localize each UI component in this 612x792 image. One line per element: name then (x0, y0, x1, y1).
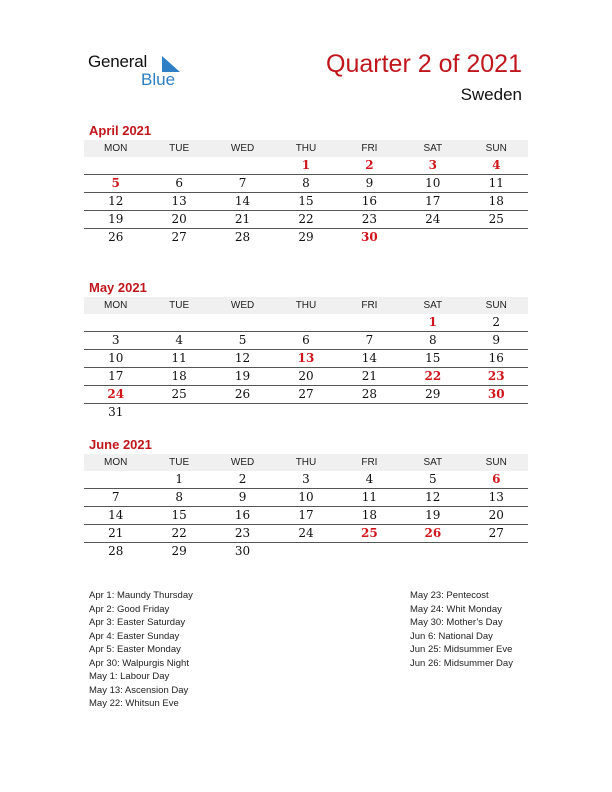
logo-text-general: General (88, 52, 148, 71)
weeks-container (84, 157, 528, 246)
weekday-label: FRI (361, 143, 378, 154)
date-cell: 1 (175, 472, 183, 486)
weekday-label: SUN (485, 143, 507, 154)
weekday-label: TUE (169, 457, 190, 468)
date-cell: 11 (361, 490, 378, 504)
holiday-note: Apr 5: Easter Monday (89, 644, 181, 655)
weekday-header-row (84, 297, 528, 314)
date-cell: 15 (425, 351, 441, 365)
date-cell: 28 (108, 544, 124, 558)
date-cell: 31 (108, 405, 124, 419)
holiday-date-cell: 4 (492, 158, 501, 172)
week-row (84, 507, 528, 525)
date-cell (211, 157, 274, 174)
weekday-label: MON (104, 143, 128, 154)
date-cell (338, 404, 401, 421)
weekday-label: SAT (423, 300, 443, 311)
date-cell: 14 (234, 194, 251, 208)
date-cell: 6 (175, 176, 183, 190)
week-row (84, 350, 528, 368)
date-cell (211, 314, 274, 331)
date-cell: 26 (108, 230, 124, 244)
date-cell (147, 404, 210, 421)
date-cell (84, 471, 147, 488)
holiday-date-cell: 5 (111, 176, 120, 190)
week-row (84, 211, 528, 229)
date-cell (338, 543, 401, 560)
date-cell: 17 (108, 369, 124, 383)
date-cell: 10 (425, 176, 441, 190)
holiday-date-cell: 1 (428, 315, 437, 329)
holiday-note: Apr 30: Walpurgis Night (89, 657, 189, 669)
date-cell: 25 (171, 387, 187, 401)
date-cell: 20 (488, 508, 504, 522)
date-cell (465, 404, 528, 421)
weekday-label: TUE (169, 143, 190, 154)
date-cell: 17 (298, 508, 314, 522)
holiday-note: Apr 1: Maundy Thursday (89, 590, 193, 601)
date-cell: 8 (429, 333, 437, 347)
date-cell: 19 (425, 508, 441, 522)
date-cell (401, 229, 464, 246)
date-cell: 11 (488, 176, 504, 190)
holiday-note: Jun 6: National Day (410, 630, 493, 642)
holiday-date-cell: 3 (428, 158, 437, 172)
weeks-container (84, 471, 528, 560)
week-row (84, 229, 528, 246)
date-cell (401, 543, 464, 560)
weekday-label: WED (230, 143, 255, 154)
date-cell: 12 (425, 490, 441, 504)
week-row (84, 404, 528, 421)
date-cell: 18 (171, 369, 187, 383)
date-cell: 13 (171, 194, 187, 208)
date-cell: 7 (238, 176, 247, 190)
date-cell: 9 (238, 490, 247, 504)
weekday-label: FRI (361, 300, 378, 311)
date-cell: 21 (234, 212, 251, 226)
month-title: June 2021 (89, 437, 152, 452)
month-calendar-april (84, 122, 528, 246)
weekday-label: THU (295, 143, 317, 154)
holiday-date-cell: 23 (487, 369, 505, 383)
date-cell: 10 (108, 351, 124, 365)
weekday-label: MON (104, 457, 128, 468)
holiday-note: May 13: Ascension Day (89, 684, 189, 696)
date-cell: 22 (298, 212, 314, 226)
date-cell: 8 (302, 176, 310, 190)
generalblue-logo (88, 52, 188, 92)
date-cell: 15 (298, 194, 314, 208)
date-cell: 4 (175, 333, 183, 347)
date-cell: 2 (492, 315, 501, 329)
date-cell: 9 (492, 333, 501, 347)
date-cell: 8 (175, 490, 183, 504)
holiday-date-cell: 22 (424, 369, 442, 383)
holiday-note: May 1: Labour Day (89, 671, 170, 682)
holiday-note: Apr 3: Easter Saturday (89, 617, 186, 628)
holiday-note: May 22: Whitsun Eve (89, 698, 179, 709)
date-cell: 2 (238, 472, 247, 486)
date-cell: 20 (298, 369, 314, 383)
weekday-header-row (84, 140, 528, 157)
date-cell: 16 (361, 194, 378, 208)
date-cell: 13 (488, 490, 504, 504)
week-row (84, 193, 528, 211)
date-cell: 12 (108, 194, 124, 208)
date-cell: 5 (429, 472, 437, 486)
date-cell: 25 (488, 212, 504, 226)
date-cell (84, 314, 147, 331)
weekday-label: TUE (169, 300, 190, 311)
weekday-label: SUN (485, 457, 507, 468)
country-name: Sweden (460, 85, 522, 104)
weekday-label: WED (230, 457, 255, 468)
date-cell: 23 (234, 526, 251, 540)
date-cell: 19 (108, 212, 124, 226)
holiday-note: Jun 25: Midsummer Eve (410, 644, 513, 655)
date-cell: 28 (361, 387, 378, 401)
week-row (84, 489, 528, 507)
holiday-note: May 23: Pentecost (410, 590, 489, 601)
date-cell: 9 (365, 176, 374, 190)
date-cell: 27 (298, 387, 314, 401)
week-row (84, 157, 528, 175)
week-row (84, 332, 528, 350)
date-cell: 24 (298, 526, 314, 540)
date-cell: 3 (111, 333, 120, 347)
holiday-list-left (89, 589, 193, 711)
date-cell: 23 (361, 212, 378, 226)
date-cell: 28 (234, 230, 251, 244)
date-cell: 5 (238, 333, 247, 347)
date-cell: 7 (111, 490, 120, 504)
date-cell: 26 (234, 387, 251, 401)
date-cell: 17 (425, 194, 441, 208)
date-cell: 21 (361, 369, 378, 383)
week-row (84, 471, 528, 489)
date-cell: 21 (108, 526, 124, 540)
holiday-date-cell: 6 (492, 472, 501, 486)
date-cell (274, 404, 337, 421)
date-cell: 16 (488, 351, 504, 365)
weekday-label: FRI (361, 457, 378, 468)
weekday-label: THU (295, 300, 317, 311)
date-cell: 20 (171, 212, 187, 226)
week-row (84, 543, 528, 560)
date-cell: 4 (365, 472, 374, 486)
holiday-note: Apr 2: Good Friday (89, 603, 170, 615)
date-cell: 3 (302, 472, 310, 486)
holiday-date-cell: 24 (107, 387, 125, 401)
holiday-note: May 24: Whit Monday (410, 603, 502, 615)
date-cell: 7 (365, 333, 374, 347)
month-calendar-may (84, 279, 528, 421)
holiday-date-cell: 13 (297, 351, 315, 365)
weekday-label: SAT (423, 143, 443, 154)
month-title: May 2021 (89, 280, 147, 295)
date-cell: 18 (488, 194, 504, 208)
date-cell (465, 229, 528, 246)
date-cell (338, 314, 401, 331)
holiday-note: May 30: Mother’s Day (410, 617, 503, 628)
date-cell (274, 543, 337, 560)
week-row (84, 525, 528, 543)
date-cell: 27 (171, 230, 187, 244)
weekday-label: WED (230, 300, 255, 311)
date-cell (465, 543, 528, 560)
date-cell (84, 157, 147, 174)
date-cell: 14 (108, 508, 124, 522)
date-cell: 18 (361, 508, 378, 522)
week-row (84, 386, 528, 404)
date-cell: 29 (171, 544, 187, 558)
date-cell: 19 (234, 369, 251, 383)
date-cell: 6 (302, 333, 310, 347)
month-title: April 2021 (89, 123, 152, 138)
date-cell (147, 314, 210, 331)
holiday-date-cell: 1 (301, 158, 311, 172)
date-cell: 30 (234, 544, 251, 558)
date-cell: 29 (425, 387, 441, 401)
holiday-date-cell: 26 (424, 526, 442, 540)
date-cell: 10 (298, 490, 314, 504)
date-cell (274, 314, 337, 331)
date-cell (147, 157, 210, 174)
logo-text-blue: Blue (141, 70, 176, 89)
date-cell: 11 (171, 351, 187, 365)
week-row (84, 175, 528, 193)
weekday-label: SUN (485, 300, 507, 311)
holiday-date-cell: 30 (361, 230, 378, 244)
holiday-note: Jun 26: Midsummer Day (410, 657, 513, 669)
date-cell: 27 (488, 526, 504, 540)
holiday-list-right (410, 589, 513, 670)
date-cell: 24 (425, 212, 441, 226)
weekday-label: THU (295, 457, 317, 468)
date-cell: 12 (234, 351, 251, 365)
holiday-date-cell: 30 (487, 387, 505, 401)
weekday-label: MON (104, 300, 128, 311)
date-cell: 16 (234, 508, 251, 522)
holiday-date-cell: 25 (361, 526, 378, 540)
date-cell: 14 (361, 351, 378, 365)
weekday-header-row (84, 454, 528, 471)
weekday-label: SAT (423, 457, 443, 468)
page-title: Quarter 2 of 2021 (326, 50, 522, 78)
week-row (84, 368, 528, 386)
date-cell (211, 404, 274, 421)
date-cell: 29 (298, 230, 314, 244)
week-row (84, 314, 528, 332)
date-cell (401, 404, 464, 421)
weeks-container (84, 314, 528, 421)
date-cell: 15 (171, 508, 187, 522)
holiday-date-cell: 2 (365, 158, 374, 172)
month-calendar-june (84, 436, 528, 560)
date-cell: 22 (171, 526, 187, 540)
holiday-note: Apr 4: Easter Sunday (89, 630, 180, 642)
